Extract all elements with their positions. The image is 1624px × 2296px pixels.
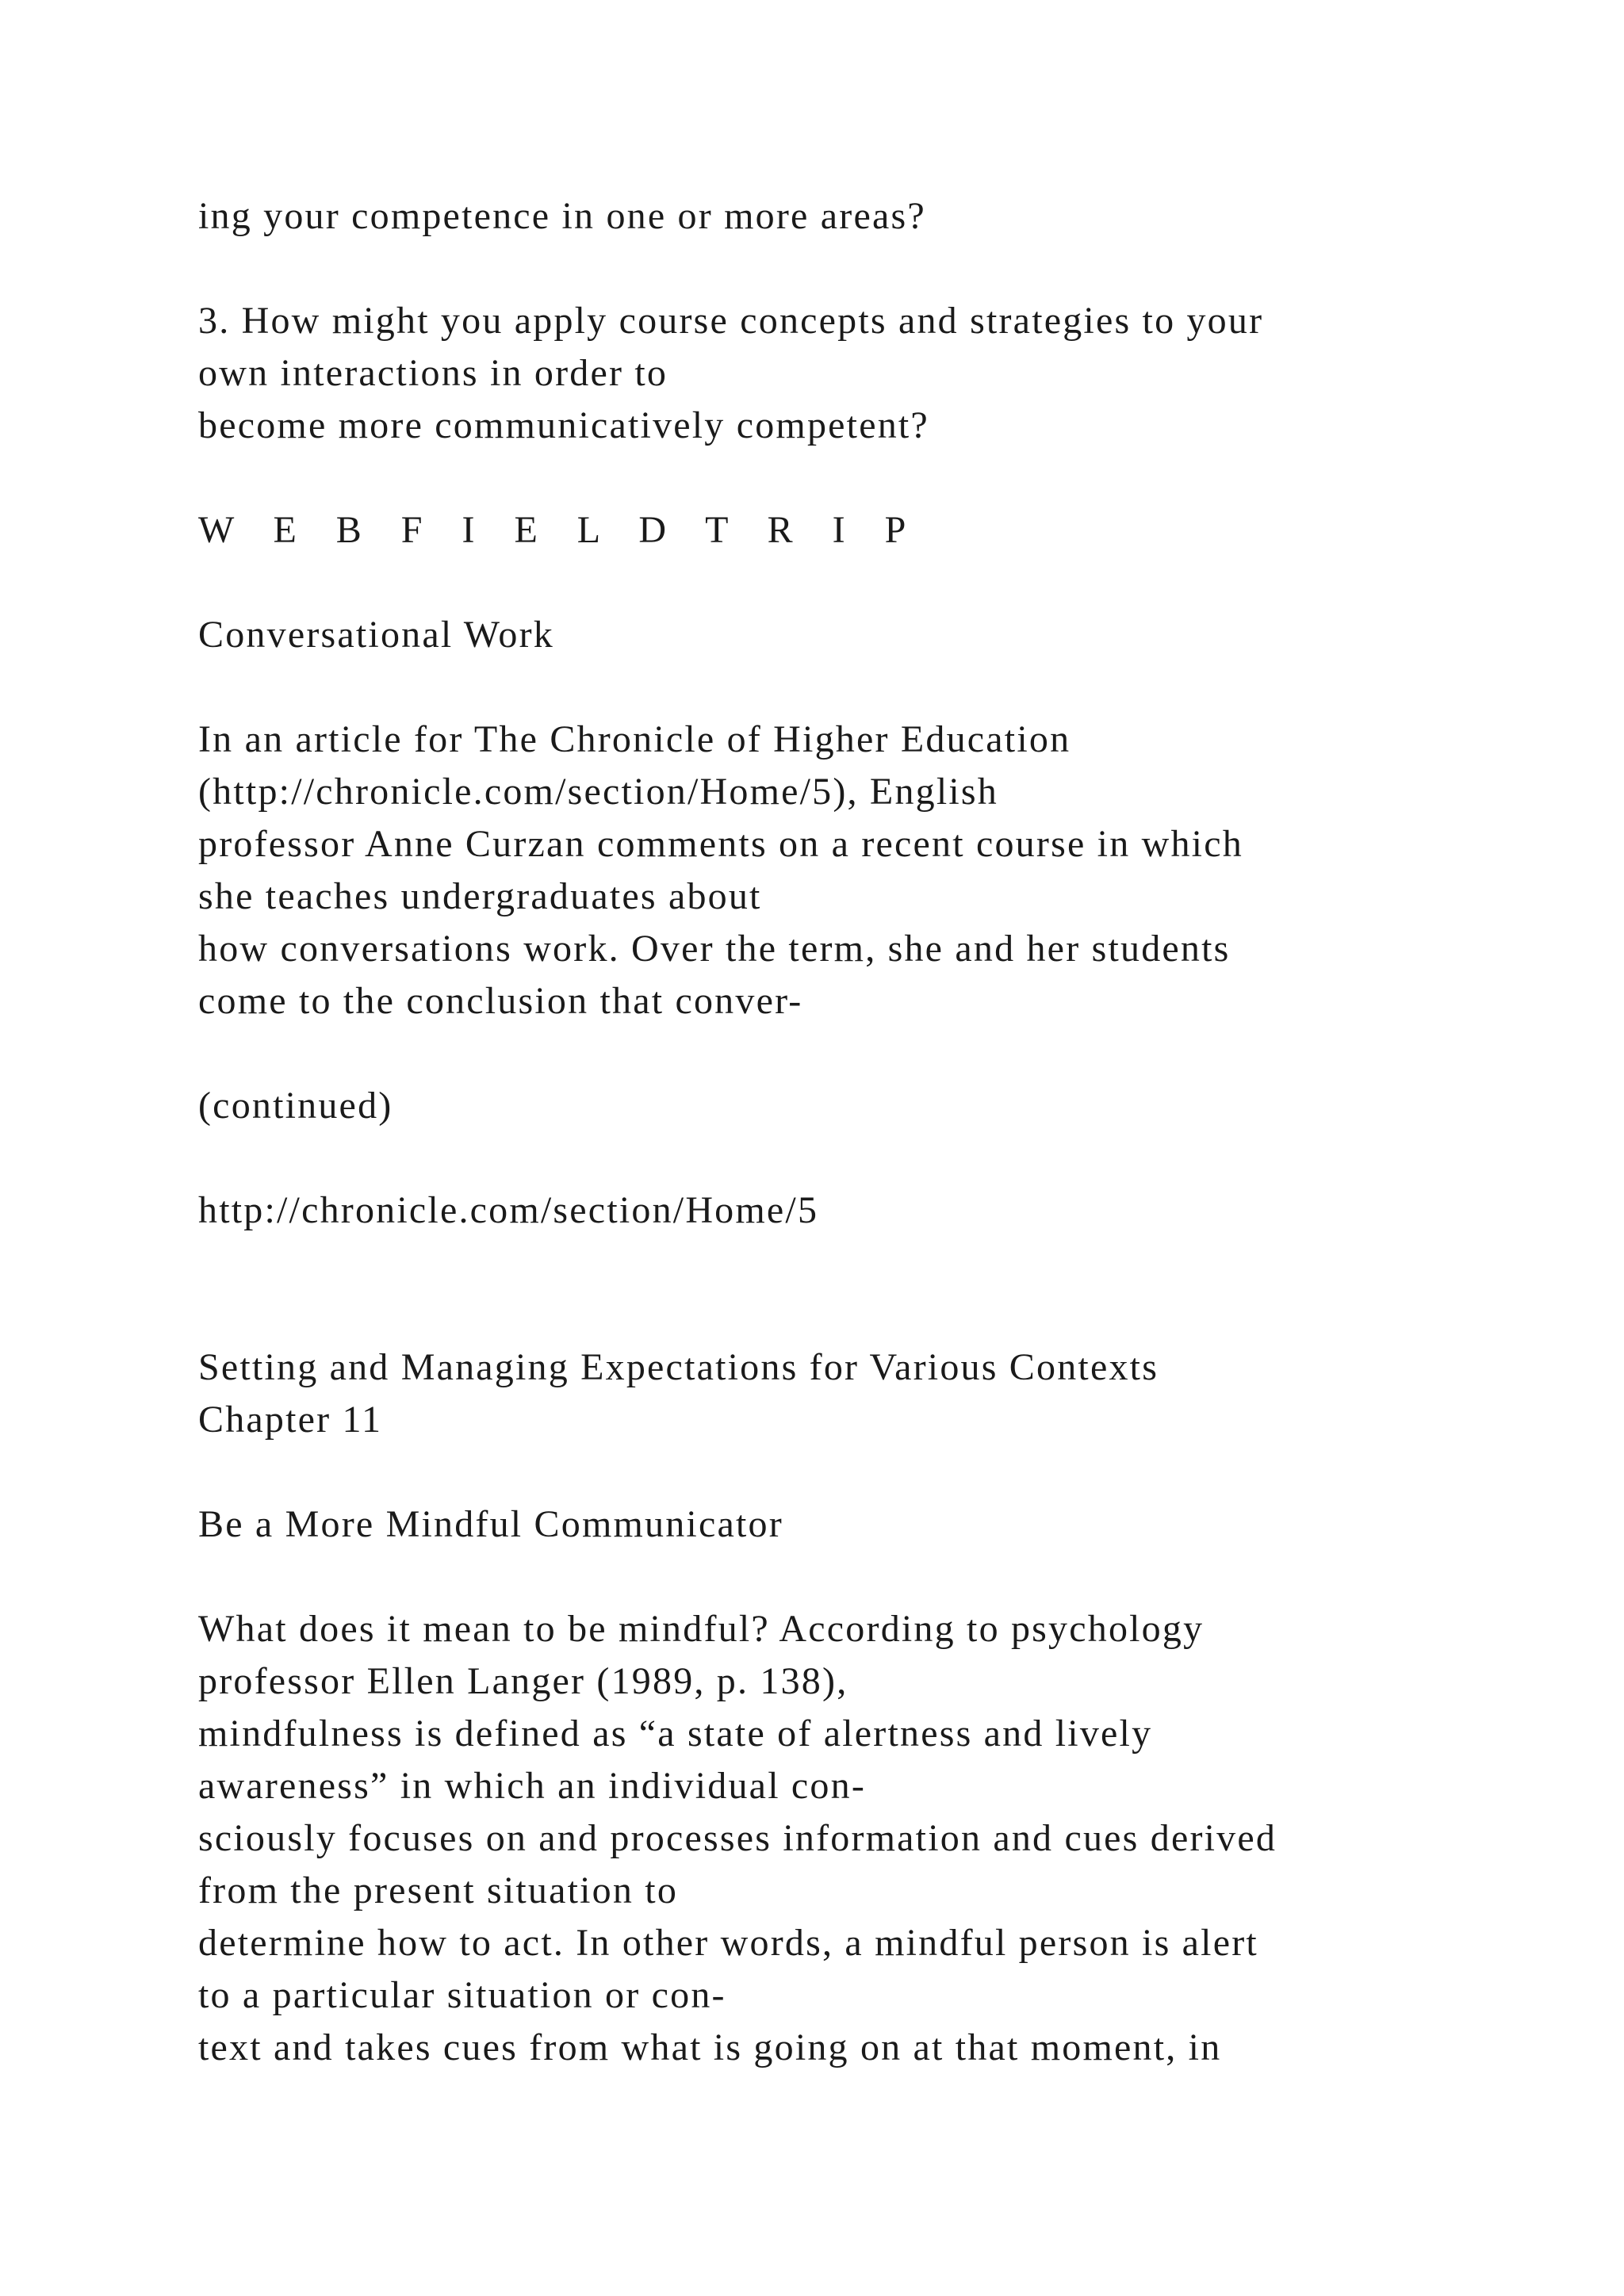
text-line: sciously focuses on and processes information and cues derived — [198, 1817, 1277, 1859]
question-tail — [198, 190, 1499, 243]
text-line: from the present situation to — [198, 1869, 679, 1911]
text-line: professor Ellen Langer (1989, p. 138), — [198, 1660, 848, 1702]
header-line: Setting and Managing Expectations for Various Contexts — [198, 1346, 1159, 1388]
text-line: come to the conclusion that conver- — [198, 980, 803, 1022]
document-page — [198, 190, 1499, 2126]
text-line: professor Anne Curzan comments on a recent course in which — [198, 823, 1243, 865]
url-text: http://chronicle.com/section/Home/5 — [198, 1189, 819, 1231]
question-3 — [198, 295, 1499, 452]
text-line: (http://chronicle.com/section/Home/5), English — [198, 771, 999, 813]
continued-text: (continued) — [198, 1085, 393, 1127]
web-field-trip-label: W E B F I E L D T R I P — [198, 509, 921, 551]
text-line: ing your competence in one or more areas? — [198, 195, 926, 237]
conversational-work-title: Conversational Work — [198, 614, 554, 656]
text-line: to a particular situation or con- — [198, 1974, 726, 2016]
section-label — [198, 504, 1499, 557]
section-title — [198, 609, 1499, 661]
text-line: In an article for The Chronicle of Higher Education — [198, 718, 1071, 760]
text-line: become more communicatively competent? — [198, 404, 929, 446]
text-line: mindfulness is defined as “a state of alertness and lively — [198, 1712, 1153, 1755]
subsection-title — [198, 1498, 1499, 1551]
header-line: Chapter 11 — [198, 1399, 383, 1441]
text-line: 3. How might you apply course concepts and strategies to your — [198, 300, 1264, 342]
mindful-communicator-title: Be a More Mindful Communicator — [198, 1503, 783, 1545]
text-line: how conversations work. Over the term, she and her students — [198, 928, 1231, 970]
mindful-paragraph — [198, 1603, 1499, 2074]
article-paragraph — [198, 714, 1499, 1027]
continued-note — [198, 1080, 1499, 1132]
url-line — [198, 1184, 1499, 1237]
text-line: What does it mean to be mindful? According to psychology — [198, 1608, 1205, 1650]
text-line: own interactions in order to — [198, 352, 668, 394]
running-header — [198, 1341, 1499, 1446]
text-line: determine how to act. In other words, a mindful person is alert — [198, 1922, 1258, 1964]
text-line: text and takes cues from what is going on at that moment, in — [198, 2026, 1222, 2068]
text-line: awareness” in which an individual con- — [198, 1765, 867, 1807]
text-line: she teaches undergraduates about — [198, 875, 762, 917]
